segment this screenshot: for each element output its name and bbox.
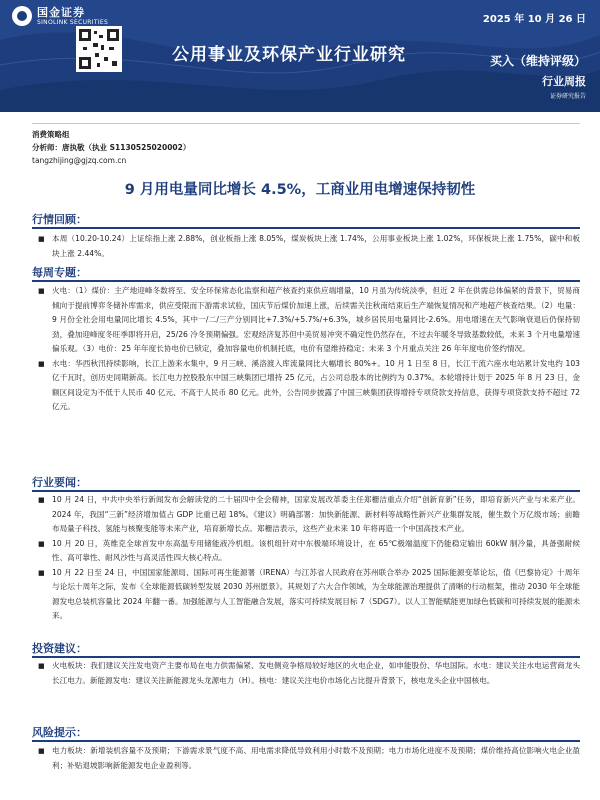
main-heading: 9 月用电量同比增长 4.5%，工商业用电增速保持韧性: [124, 182, 476, 198]
market-bullets: [38, 232, 580, 261]
list-item: ■ 10 月 24 日，中共中央举行新闻发布会解读党的二十届四中全会精神，国家发展改革委主任郑栅洁重点介绍“创新育新”任务，即培育新兴产业与未来产业。2024 年，我国“三新”经济增加值占 GDP 比重已超 18%。《建议》明确部署：加快新能源、新材料等战略性新兴产业集群发展，催生数个万亿级市场；前瞻布局量子科技、氢能与核聚变能等未来产业，培育新增长点。郑栅洁表示，这些产业未来 10 年将再造一个中国高技术产业。: [38, 493, 580, 537]
section-divider: [32, 490, 580, 492]
author-block: [32, 128, 190, 167]
section-divider: [32, 656, 580, 658]
header-banner: [0, 0, 600, 112]
section-title-market: 行情回顾：: [32, 213, 87, 226]
divider: [32, 123, 580, 124]
list-item: ■ 水电：华西秋汛持续影响，长江上游来水集中，9 月三峡、溪洛渡入库流量同比大幅增长 80%+。10 月 1 日至 8 日，长江干流六座水电站累计发电约 103 亿千瓦时，创历史同期新高。长江电力控股股东中国三峡集团已增持 25 亿元，占公司总股本的比例约为 0.37%。本轮增持计划于 2025 年 8 月 23 日，金额区间设定为不低于人民币 40 亿元、不高于人民币 80 亿元。此外，公告同步披露了中国三峡集团获得增持专项贷款支持信息，获得专项贷款支持不超过 72 亿元。: [38, 357, 580, 415]
section-title-risk: 风险提示：: [32, 726, 87, 739]
qr-code-pattern: [79, 29, 119, 69]
section-title-news: 行业要闻：: [32, 476, 87, 489]
section-title-weekly: 每周专题：: [32, 266, 87, 279]
list-item: ■ 火电：（1）煤价：主产地迎峰冬数将至、安全环保常态化监察和超产核查约束供应端增量，10 月虽为传统淡季，但近 2 年在供需总体偏紧的背景下，贸易商倾向于提前博弈冬储补库需求，供应受限而下游需求试验，国庆节后煤价加速上涨，后续需关注秋南结束后生产端恢复情况和产地超产核查结果。（2）电量：9 月份全社会用电量同比增长 4.5%，其中一/二/三产分别同比+7.3%/+5.7%/+6.3%，城乡居民用电量同比-2.6%。用电增速在天气影响衰退后仍保持韧劲，叠加迎峰度冬旺季即将开启，25/26 冷冬预期偏强。宏观经济复苏但中美贸易冲突不确定性仍然存在，不过去年暖冬导致基数较低，未来 3 个月电量增速偏乐观。（3）电价：25 年年度长协电价已锁定，叠加容量电价机制托底，电价有望维持稳定；未来 3 个月重点关注 26 年年度电价签约情况。: [38, 284, 580, 357]
rating-badge: 买入（维持评级）: [489, 54, 586, 68]
report-date: 2025 年 10 月 26 日: [482, 14, 586, 25]
logo-mark-icon: [12, 6, 32, 26]
section-divider: [32, 227, 580, 229]
section-title-advice: 投资建议：: [32, 642, 87, 655]
news-bullets: [38, 493, 580, 624]
analyst-email[interactable]: tangzhijing@gjzq.com.cn: [32, 156, 127, 165]
section-divider: [32, 740, 580, 742]
section-divider: [32, 280, 580, 282]
advice-bullets: [38, 659, 580, 688]
list-item: ■ 10 月 20 日，英维克全球首发中东高温专用储能液冷机组。该机组针对中东极端环境设计，在 65℃极端温度下仍能稳定输出 60kW 制冷量，具备强耐候性、高可靠性、耐风沙性与高灵活性四大核心特点。: [38, 537, 580, 566]
analyst-name: 分析师：唐执敬（执业 S1130525020002）: [32, 143, 191, 152]
company-logo: [12, 6, 108, 26]
list-item: ■ 本周（10.20-10.24）上证综指上涨 2.88%，创业板指上涨 8.05%，煤炭板块上涨 1.74%，公用事业板块上涨 1.02%，环保板块上涨 1.75%，碳中和板块上涨 2.44%。: [38, 232, 580, 261]
list-item: ■ 电力板块：新增装机容量不及预期；下游需求景气度不高、用电需求降低导致利用小时数不及预期；电力市场化进度不及预期；煤价维持高位影响火电企业盈利；补贴退坡影响新能源发电企业盈利等。: [38, 744, 580, 773]
logo-name-cn: 国金证券: [37, 5, 85, 19]
author-group: 消费策略组: [32, 130, 70, 139]
report-label: 证券研究报告: [549, 93, 586, 100]
logo-name-en: SINOLINK SECURITIES: [37, 18, 109, 26]
list-item: ■ 10 月 22 日至 24 日，中国国家能源局、国际可再生能源署（IRENA）与江苏省人民政府在苏州联合举办 2025 国际能源变革论坛，值《巴黎协定》十周年与论坛十周年之际，发布《全球能源低碳转型发展 2030 苏州愿景》。其规划了六大合作领域，为全球能源治理提供了清晰的行动框架，推动 2030 年全球能源发电总装机容量比 2024 年翻一番。加强能源与人工智能融合发展，落实可持续发展目标 7（SDG7）。以人工智能赋能更加绿色低碳和可持续发展的能源未来。: [38, 566, 580, 624]
risk-bullets: [38, 744, 580, 773]
report-title: 公用事业及环保产业行业研究: [172, 45, 406, 65]
weekly-bullets: [38, 284, 580, 415]
list-item: ■ 火电板块：我们建议关注发电资产主要布局在电力供需偏紧、发电侧竞争格局较好地区的火电企业，如申能股份、华电国际。水电：建议关注水电运营商龙头长江电力。新能源发电：建议关注新能源龙头龙源电力（H）。核电：建议关注电价市场化占比提升背景下，核电龙头企业中国核电。: [38, 659, 580, 688]
qr-code-icon: [76, 26, 122, 72]
report-type: 行业周报: [542, 75, 586, 88]
